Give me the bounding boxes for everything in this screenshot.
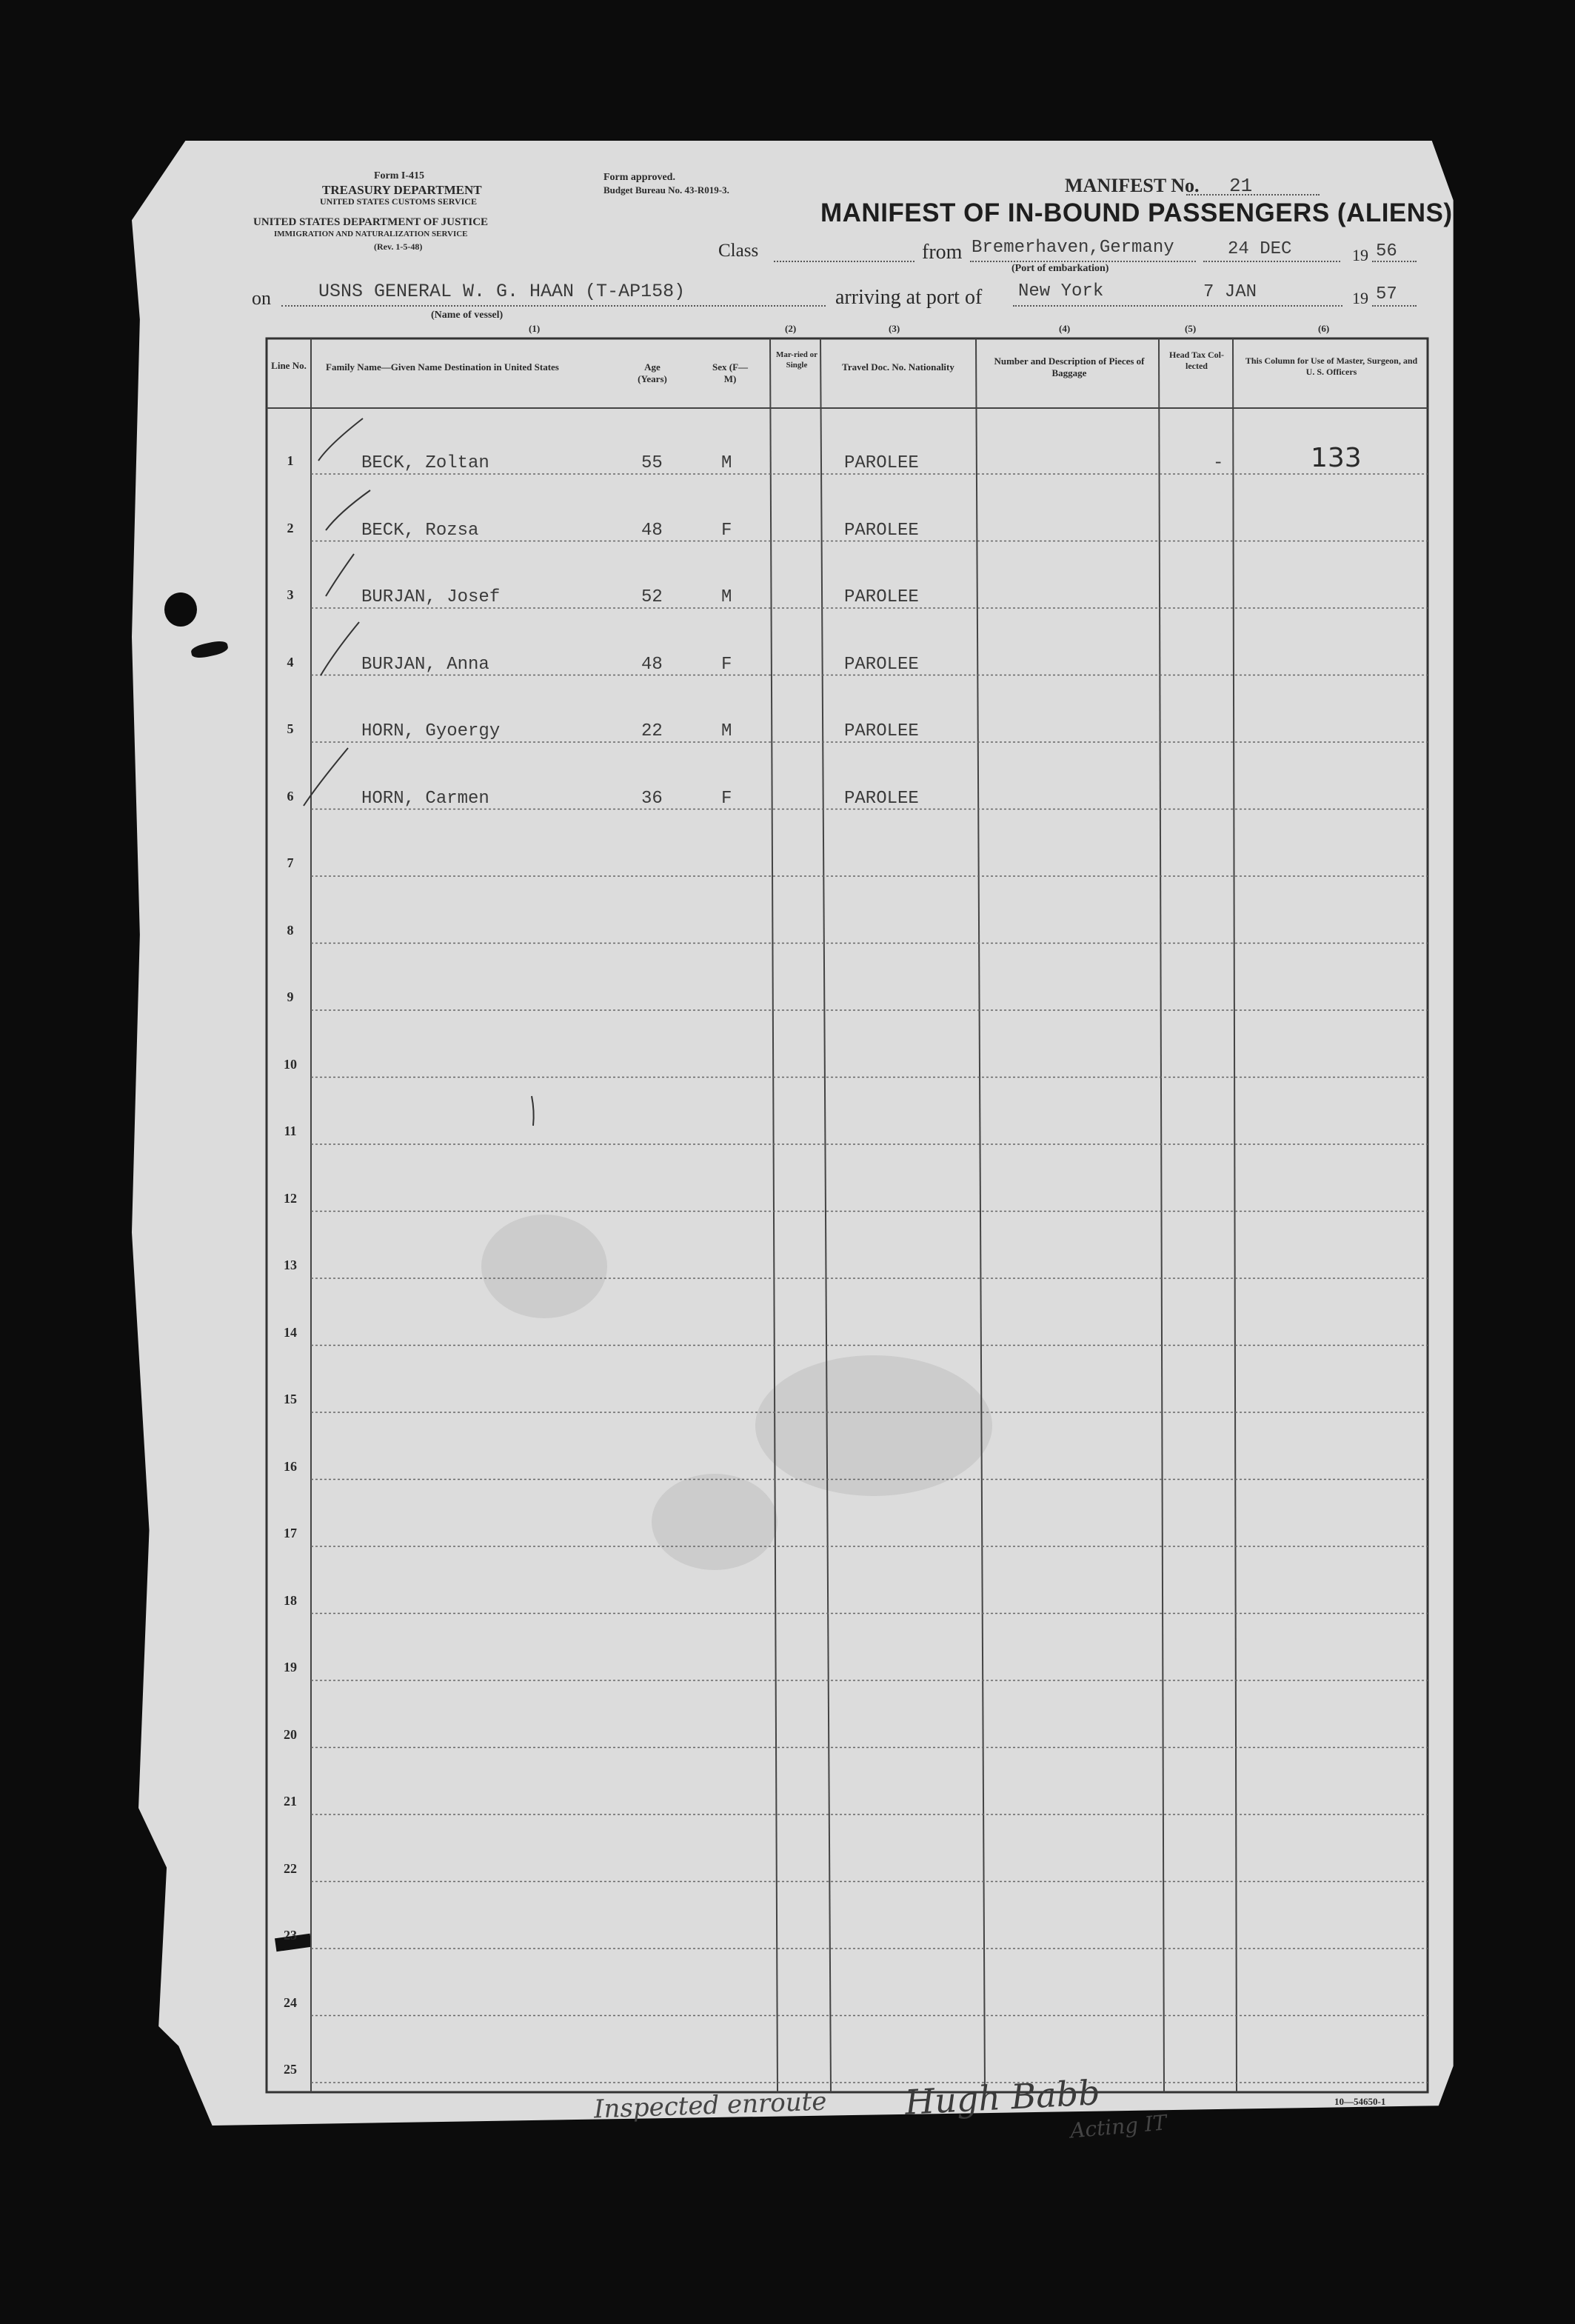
passenger-age: 22 bbox=[641, 721, 663, 741]
arriving-label: arriving at port of bbox=[835, 286, 983, 309]
line-number: 19 bbox=[284, 1660, 297, 1674]
col-header-head-tax: Head Tax Col-lected bbox=[1168, 350, 1224, 371]
passenger-travel-doc: PAROLEE bbox=[844, 721, 919, 741]
port-of-embarkation: Bremerhaven,Germany bbox=[972, 238, 1174, 258]
vessel-name: USNS GENERAL W. G. HAAN (T-AP158) bbox=[318, 281, 686, 302]
line-number: 18 bbox=[284, 1592, 297, 1608]
passenger-name: BURJAN, Anna bbox=[361, 654, 489, 675]
line-number: 9 bbox=[287, 989, 294, 1004]
passenger-name: BECK, Rozsa bbox=[361, 520, 479, 541]
budget-bureau: Budget Bureau No. 43-R019-3. bbox=[603, 184, 729, 196]
col-number-2: (2) bbox=[785, 323, 797, 334]
line-number: 10 bbox=[284, 1056, 297, 1072]
line-number: 6 bbox=[287, 788, 294, 804]
passenger-age: 36 bbox=[641, 788, 663, 809]
line-number: 25 bbox=[284, 2062, 297, 2077]
line-number: 2 bbox=[287, 520, 294, 535]
rev-label: (Rev. 1-5-48) bbox=[374, 241, 423, 252]
passenger-sex: F bbox=[721, 520, 732, 541]
passenger-name: BECK, Zoltan bbox=[361, 453, 489, 473]
passenger-travel-doc: PAROLEE bbox=[844, 453, 919, 473]
passenger-age: 48 bbox=[641, 520, 663, 541]
passenger-sex: F bbox=[721, 788, 732, 809]
passenger-name: HORN, Carmen bbox=[361, 788, 489, 809]
on-label: on bbox=[252, 287, 271, 309]
col-header-name: Family Name—Given Name Destination in United States bbox=[326, 361, 559, 373]
line-number: 16 bbox=[284, 1458, 297, 1474]
passenger-head-tax: - bbox=[1213, 453, 1224, 473]
col-number-6: (6) bbox=[1318, 323, 1330, 334]
arrival-year-prefix: 19 bbox=[1352, 289, 1368, 307]
col-header-line-no: Line No. bbox=[271, 360, 307, 371]
line-number: 20 bbox=[284, 1726, 297, 1742]
col-number-3: (3) bbox=[889, 323, 900, 334]
passenger-age: 48 bbox=[641, 654, 663, 675]
line-number: 13 bbox=[284, 1258, 297, 1272]
treasury-label: TREASURY DEPARTMENT bbox=[322, 183, 482, 197]
passenger-sex: M bbox=[721, 587, 732, 607]
port-embarkation-caption: (Port of embarkation) bbox=[1011, 263, 1109, 274]
ins-label: IMMIGRATION AND NATURALIZATION SERVICE bbox=[274, 230, 468, 238]
manifest-no-label: MANIFEST No. bbox=[1065, 175, 1200, 196]
passenger-age: 55 bbox=[641, 453, 663, 473]
customs-label: UNITED STATES CUSTOMS SERVICE bbox=[320, 196, 477, 207]
line-number: 24 bbox=[284, 1994, 297, 2010]
arrival-date: 7 JAN bbox=[1203, 282, 1257, 302]
line-number: 4 bbox=[287, 654, 294, 670]
manifest-no: 21 bbox=[1229, 175, 1253, 197]
passenger-travel-doc: PAROLEE bbox=[844, 788, 919, 809]
col-number-4: (4) bbox=[1059, 323, 1071, 334]
passenger-travel-doc: PAROLEE bbox=[844, 654, 919, 675]
handwritten-note: Inspected enroute bbox=[593, 2086, 828, 2125]
line-number: 22 bbox=[284, 1860, 297, 1876]
col-header-officers: This Column for Use of Master, Surgeon, and U. S. Officers bbox=[1245, 355, 1418, 377]
line-number: 11 bbox=[284, 1123, 297, 1138]
passenger-sex: F bbox=[721, 654, 732, 675]
line-number: 14 bbox=[284, 1324, 297, 1340]
line-number: 8 bbox=[287, 922, 294, 938]
col-number-1: (1) bbox=[529, 323, 541, 334]
passenger-sex: M bbox=[721, 721, 732, 741]
line-number: 3 bbox=[287, 587, 294, 602]
line-number: 15 bbox=[284, 1392, 297, 1406]
passenger-name: HORN, Gyoergy bbox=[361, 721, 501, 741]
line-number: 12 bbox=[284, 1190, 297, 1206]
form-number: 10—54650-1 bbox=[1334, 2096, 1386, 2107]
col-header-baggage: Number and Description of Pieces of Baggage bbox=[994, 355, 1145, 378]
class-label: Class bbox=[718, 241, 759, 261]
col-header-travel-doc: Travel Doc. No. Nationality bbox=[842, 361, 954, 373]
passenger-travel-doc: PAROLEE bbox=[844, 587, 919, 607]
passenger-age: 52 bbox=[641, 587, 663, 607]
inspector-signature: Hugh Babb bbox=[903, 2072, 1101, 2123]
vessel-caption: (Name of vessel) bbox=[431, 310, 504, 321]
arrival-port: New York bbox=[1018, 281, 1104, 301]
col-header-married: Mar-ried or Single bbox=[775, 350, 818, 370]
line-number: 5 bbox=[287, 721, 294, 736]
signature-title: Acting IT bbox=[1069, 2110, 1168, 2143]
departure-year-prefix: 19 bbox=[1352, 246, 1368, 264]
passenger-name: BURJAN, Josef bbox=[361, 587, 501, 607]
form-approved: Form approved. bbox=[603, 172, 675, 183]
col-number-5: (5) bbox=[1185, 323, 1197, 334]
officers-note: 133 bbox=[1311, 443, 1362, 473]
from-label: from bbox=[922, 241, 963, 264]
passenger-sex: M bbox=[721, 453, 732, 473]
form-id: Form I-415 bbox=[374, 170, 425, 181]
line-number: 1 bbox=[287, 453, 294, 468]
manifest-title: MANIFEST OF IN-BOUND PASSENGERS (ALIENS) bbox=[820, 198, 1453, 227]
col-header-age: Age (Years) bbox=[638, 361, 667, 384]
passenger-travel-doc: PAROLEE bbox=[844, 520, 919, 541]
line-number: 23 bbox=[284, 1928, 297, 1943]
col-header-sex: Sex (F—M) bbox=[712, 361, 749, 384]
arrival-year: 57 bbox=[1376, 284, 1397, 304]
justice-label: UNITED STATES DEPARTMENT OF JUSTICE bbox=[253, 216, 489, 228]
departure-year: 56 bbox=[1376, 241, 1397, 261]
line-number: 7 bbox=[287, 855, 294, 870]
line-number: 17 bbox=[284, 1526, 297, 1540]
line-number: 21 bbox=[284, 1794, 297, 1809]
departure-date: 24 DEC bbox=[1228, 239, 1292, 259]
